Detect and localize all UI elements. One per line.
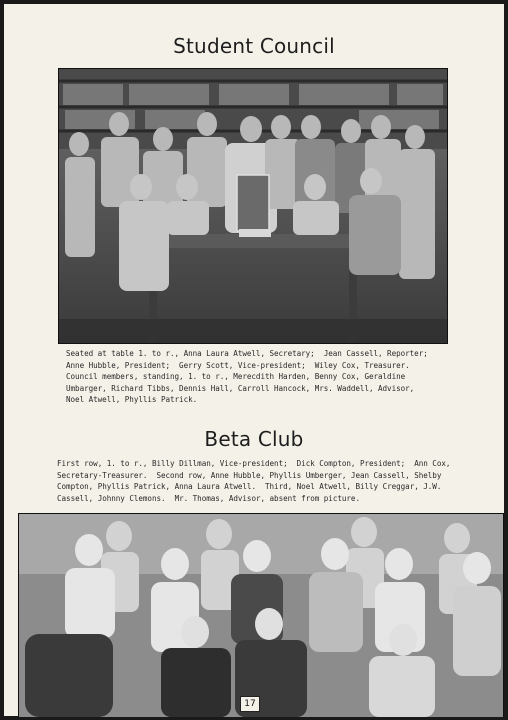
caption-line: First row, 1. to r., Billy Dillman, Vice-president; Dick Compton, President; Ann Cox, — [57, 459, 451, 468]
student-council-heading: Student Council — [173, 34, 335, 58]
page-number: 17 — [240, 696, 260, 712]
caption-line: Seated at table 1. to r., Anna Laura Atwell, Secretary; Jean Cassell, Reporter; — [66, 349, 428, 358]
caption-line: Umbarger, Richard Tibbs, Dennis Hall, Carroll Hancock, Mrs. Waddell, Advisor, — [66, 383, 415, 393]
caption-line: Council members, standing, 1. to r., Merecdith Harden, Benny Cox, Geraldine — [66, 372, 406, 382]
caption-line: Secretary-Treasurer. Second row, Anne Hubble, Phyllis Umberger, Jean Cassell, Shelby — [57, 470, 442, 480]
beta-club-heading: Beta Club — [204, 427, 304, 451]
yearbook-page — [4, 4, 504, 716]
caption-line: Anne Hubble, President; Gerry Scott, Vice-president; Wiley Cox, Treasurer. — [66, 360, 410, 370]
caption-line: Noel Atwell, Phyllis Patrick. — [66, 395, 198, 405]
beta-club-photo — [18, 513, 504, 717]
caption-line: Cassell, Johnny Clemons. Mr. Thomas, Advisor, absent from picture. — [57, 493, 360, 503]
caption-line: Compton, Phyllis Patrick, Anna Laura Atwell. Third, Noel Atwell, Billy Creggar, J.W. — [57, 482, 442, 492]
student-council-photo — [58, 68, 448, 344]
beta-club-caption — [57, 458, 450, 504]
student-council-caption — [66, 348, 428, 406]
